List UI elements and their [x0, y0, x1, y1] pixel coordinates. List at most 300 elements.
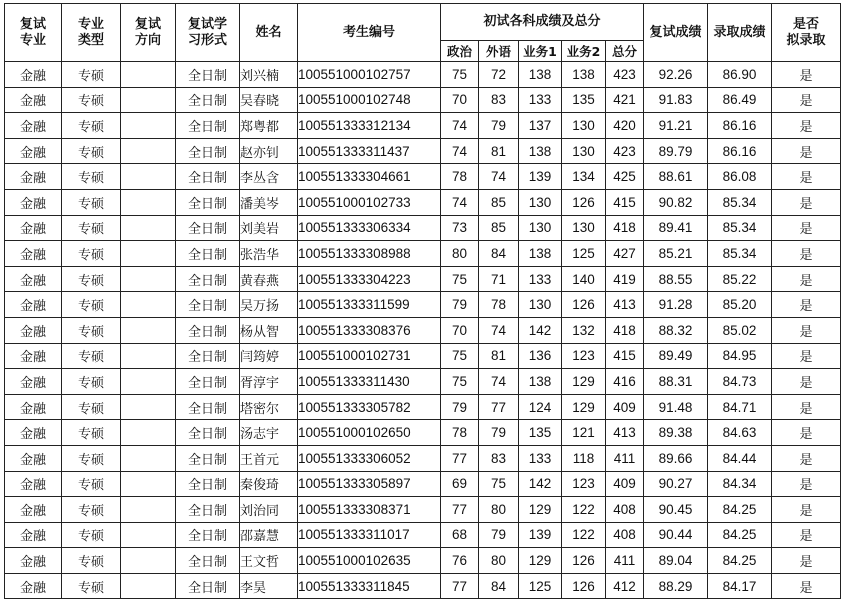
cell-major: 金融 [5, 369, 62, 395]
cell-direction [121, 241, 176, 267]
cell-language: 75 [479, 471, 519, 497]
cell-type: 专硕 [62, 522, 121, 548]
cell-politics: 73 [441, 215, 479, 241]
subheader-language: 外语 [479, 41, 519, 62]
cell-total: 409 [606, 471, 644, 497]
header-admit-flag-text: 是否 拟录取 [786, 16, 826, 48]
header-type-text: 专业 类型 [77, 16, 104, 48]
cell-subject1: 133 [519, 266, 562, 292]
cell-politics: 77 [441, 573, 479, 599]
cell-subject1: 139 [519, 164, 562, 190]
cell-type: 专硕 [62, 573, 121, 599]
cell-exam-id: 100551333304661 [298, 164, 441, 190]
cell-major: 金融 [5, 113, 62, 139]
cell-total: 408 [606, 522, 644, 548]
header-exam-id [298, 4, 441, 62]
header-exam-id-text: 考生编号 [342, 24, 395, 40]
cell-name: 黄春燕 [240, 266, 298, 292]
table-row [5, 62, 841, 88]
header-admit-score [708, 4, 772, 62]
cell-retest-score: 90.45 [644, 497, 708, 523]
cell-politics: 74 [441, 138, 479, 164]
cell-language: 80 [479, 497, 519, 523]
cell-admit-score: 86.90 [708, 62, 772, 88]
cell-language: 83 [479, 87, 519, 113]
header-admit-score-text: 录取成绩 [713, 24, 766, 40]
cell-study-form: 全日制 [176, 189, 240, 215]
header-direction [121, 4, 176, 62]
cell-direction [121, 420, 176, 446]
cell-direction [121, 573, 176, 599]
cell-admit-flag: 是 [772, 292, 841, 318]
header-name-text: 姓名 [255, 24, 282, 40]
cell-name: 杨从智 [240, 317, 298, 343]
cell-name: 邵嘉慧 [240, 522, 298, 548]
cell-exam-id: 100551333305897 [298, 471, 441, 497]
cell-retest-score: 88.61 [644, 164, 708, 190]
cell-politics: 74 [441, 189, 479, 215]
cell-politics: 75 [441, 369, 479, 395]
cell-subject2: 126 [562, 189, 606, 215]
header-retest-score [644, 4, 708, 62]
cell-subject1: 130 [519, 215, 562, 241]
cell-total: 415 [606, 343, 644, 369]
cell-type: 专硕 [62, 394, 121, 420]
cell-subject1: 138 [519, 241, 562, 267]
cell-retest-score: 89.49 [644, 343, 708, 369]
cell-admit-score: 85.34 [708, 189, 772, 215]
cell-study-form: 全日制 [176, 241, 240, 267]
cell-admit-score: 85.22 [708, 266, 772, 292]
cell-direction [121, 471, 176, 497]
cell-exam-id: 100551000102748 [298, 87, 441, 113]
cell-direction [121, 215, 176, 241]
cell-admit-score: 86.49 [708, 87, 772, 113]
cell-study-form: 全日制 [176, 522, 240, 548]
cell-subject2: 140 [562, 266, 606, 292]
cell-admit-flag: 是 [772, 573, 841, 599]
cell-study-form: 全日制 [176, 164, 240, 190]
table-row [5, 241, 841, 267]
cell-subject2: 129 [562, 394, 606, 420]
cell-exam-id: 100551333308371 [298, 497, 441, 523]
cell-total: 413 [606, 420, 644, 446]
cell-subject1: 142 [519, 471, 562, 497]
cell-name: 李昊 [240, 573, 298, 599]
cell-name: 闫筠婷 [240, 343, 298, 369]
cell-study-form: 全日制 [176, 573, 240, 599]
cell-retest-score: 89.04 [644, 548, 708, 574]
cell-total: 413 [606, 292, 644, 318]
table-row [5, 87, 841, 113]
cell-direction [121, 369, 176, 395]
cell-admit-score: 84.44 [708, 445, 772, 471]
cell-exam-id: 100551333311845 [298, 573, 441, 599]
cell-name: 吴春晓 [240, 87, 298, 113]
cell-admit-score: 84.63 [708, 420, 772, 446]
cell-subject2: 125 [562, 241, 606, 267]
cell-politics: 76 [441, 548, 479, 574]
cell-admit-flag: 是 [772, 394, 841, 420]
subheader-politics: 政治 [441, 41, 479, 62]
cell-language: 85 [479, 215, 519, 241]
cell-type: 专硕 [62, 164, 121, 190]
cell-study-form: 全日制 [176, 343, 240, 369]
cell-total: 421 [606, 87, 644, 113]
cell-politics: 69 [441, 471, 479, 497]
table-row [5, 138, 841, 164]
cell-exam-id: 100551333308988 [298, 241, 441, 267]
cell-admit-score: 85.20 [708, 292, 772, 318]
header-type [62, 4, 121, 62]
cell-name: 王首元 [240, 445, 298, 471]
cell-type: 专硕 [62, 215, 121, 241]
cell-total: 418 [606, 215, 644, 241]
cell-politics: 68 [441, 522, 479, 548]
cell-exam-id: 100551000102733 [298, 189, 441, 215]
cell-major: 金融 [5, 215, 62, 241]
cell-total: 415 [606, 189, 644, 215]
cell-name: 塔密尔 [240, 394, 298, 420]
cell-language: 78 [479, 292, 519, 318]
cell-major: 金融 [5, 522, 62, 548]
cell-subject2: 123 [562, 343, 606, 369]
cell-politics: 75 [441, 343, 479, 369]
cell-admit-flag: 是 [772, 471, 841, 497]
cell-major: 金融 [5, 497, 62, 523]
cell-language: 84 [479, 573, 519, 599]
cell-admit-score: 84.73 [708, 369, 772, 395]
table-row [5, 420, 841, 446]
cell-study-form: 全日制 [176, 317, 240, 343]
cell-subject2: 132 [562, 317, 606, 343]
cell-retest-score: 89.66 [644, 445, 708, 471]
cell-subject2: 129 [562, 369, 606, 395]
cell-name: 张浩华 [240, 241, 298, 267]
cell-admit-score: 84.95 [708, 343, 772, 369]
header-direction-text: 复试 方向 [134, 16, 161, 48]
cell-type: 专硕 [62, 317, 121, 343]
cell-exam-id: 100551333306334 [298, 215, 441, 241]
cell-admit-flag: 是 [772, 369, 841, 395]
cell-total: 423 [606, 138, 644, 164]
table-row [5, 573, 841, 599]
cell-name: 汤志宇 [240, 420, 298, 446]
cell-admit-score: 84.25 [708, 497, 772, 523]
cell-admit-score: 84.17 [708, 573, 772, 599]
cell-subject1: 124 [519, 394, 562, 420]
cell-direction [121, 445, 176, 471]
cell-subject2: 130 [562, 113, 606, 139]
cell-politics: 77 [441, 497, 479, 523]
cell-subject2: 122 [562, 522, 606, 548]
cell-politics: 70 [441, 87, 479, 113]
cell-retest-score: 91.83 [644, 87, 708, 113]
cell-type: 专硕 [62, 445, 121, 471]
cell-exam-id: 100551333304223 [298, 266, 441, 292]
cell-total: 411 [606, 548, 644, 574]
cell-name: 王文哲 [240, 548, 298, 574]
cell-admit-score: 86.16 [708, 138, 772, 164]
table-header [5, 4, 841, 62]
cell-study-form: 全日制 [176, 420, 240, 446]
cell-major: 金融 [5, 138, 62, 164]
cell-direction [121, 522, 176, 548]
table-body [5, 62, 841, 599]
cell-major: 金融 [5, 445, 62, 471]
cell-language: 71 [479, 266, 519, 292]
table-row [5, 266, 841, 292]
table-row [5, 164, 841, 190]
cell-subject1: 129 [519, 497, 562, 523]
subheader-subject2: 业务2 [562, 41, 606, 62]
cell-name: 刘兴楠 [240, 62, 298, 88]
cell-direction [121, 317, 176, 343]
cell-admit-score: 84.34 [708, 471, 772, 497]
cell-total: 420 [606, 113, 644, 139]
cell-direction [121, 292, 176, 318]
cell-admit-flag: 是 [772, 522, 841, 548]
cell-study-form: 全日制 [176, 369, 240, 395]
cell-direction [121, 113, 176, 139]
cell-language: 85 [479, 189, 519, 215]
table-row [5, 317, 841, 343]
cell-name: 胥淳宇 [240, 369, 298, 395]
cell-language: 79 [479, 420, 519, 446]
cell-subject2: 121 [562, 420, 606, 446]
admission-table [4, 3, 841, 599]
table-row [5, 292, 841, 318]
cell-subject1: 136 [519, 343, 562, 369]
table-row [5, 113, 841, 139]
cell-subject2: 134 [562, 164, 606, 190]
cell-type: 专硕 [62, 369, 121, 395]
cell-retest-score: 88.29 [644, 573, 708, 599]
table-row [5, 497, 841, 523]
cell-admit-flag: 是 [772, 215, 841, 241]
cell-retest-score: 88.55 [644, 266, 708, 292]
table-row [5, 215, 841, 241]
cell-language: 74 [479, 369, 519, 395]
cell-admit-flag: 是 [772, 164, 841, 190]
cell-retest-score: 91.28 [644, 292, 708, 318]
cell-admit-flag: 是 [772, 189, 841, 215]
cell-major: 金融 [5, 87, 62, 113]
cell-major: 金融 [5, 266, 62, 292]
cell-direction [121, 87, 176, 113]
cell-total: 408 [606, 497, 644, 523]
cell-type: 专硕 [62, 189, 121, 215]
cell-name: 吴万扬 [240, 292, 298, 318]
cell-language: 74 [479, 317, 519, 343]
cell-politics: 77 [441, 445, 479, 471]
cell-admit-score: 86.08 [708, 164, 772, 190]
cell-total: 418 [606, 317, 644, 343]
cell-study-form: 全日制 [176, 138, 240, 164]
cell-language: 81 [479, 343, 519, 369]
cell-retest-score: 85.21 [644, 241, 708, 267]
cell-admit-flag: 是 [772, 266, 841, 292]
cell-retest-score: 89.79 [644, 138, 708, 164]
cell-subject2: 123 [562, 471, 606, 497]
cell-retest-score: 88.31 [644, 369, 708, 395]
cell-subject2: 135 [562, 87, 606, 113]
cell-subject2: 138 [562, 62, 606, 88]
cell-major: 金融 [5, 292, 62, 318]
cell-exam-id: 100551333306052 [298, 445, 441, 471]
header-retest-score-text: 复试成绩 [649, 24, 702, 40]
cell-direction [121, 266, 176, 292]
cell-exam-id: 100551333312134 [298, 113, 441, 139]
cell-admit-score: 84.25 [708, 522, 772, 548]
cell-admit-score: 85.02 [708, 317, 772, 343]
cell-subject1: 133 [519, 445, 562, 471]
table-row [5, 189, 841, 215]
cell-admit-score: 86.16 [708, 113, 772, 139]
cell-type: 专硕 [62, 62, 121, 88]
cell-type: 专硕 [62, 548, 121, 574]
cell-subject1: 138 [519, 138, 562, 164]
cell-subject1: 138 [519, 369, 562, 395]
cell-admit-flag: 是 [772, 317, 841, 343]
cell-retest-score: 88.32 [644, 317, 708, 343]
cell-politics: 75 [441, 62, 479, 88]
cell-subject1: 129 [519, 548, 562, 574]
cell-admit-flag: 是 [772, 420, 841, 446]
cell-study-form: 全日制 [176, 548, 240, 574]
cell-retest-score: 89.38 [644, 420, 708, 446]
header-admit-flag [772, 4, 841, 62]
cell-subject2: 126 [562, 573, 606, 599]
cell-retest-score: 92.26 [644, 62, 708, 88]
cell-subject2: 130 [562, 215, 606, 241]
cell-exam-id: 100551333311430 [298, 369, 441, 395]
cell-type: 专硕 [62, 420, 121, 446]
cell-study-form: 全日制 [176, 266, 240, 292]
cell-language: 77 [479, 394, 519, 420]
cell-language: 79 [479, 113, 519, 139]
cell-language: 84 [479, 241, 519, 267]
cell-exam-id: 100551333305782 [298, 394, 441, 420]
header-study-form-text: 复试学 习形式 [187, 16, 227, 48]
table-row [5, 369, 841, 395]
cell-type: 专硕 [62, 471, 121, 497]
cell-subject1: 142 [519, 317, 562, 343]
cell-admit-score: 84.25 [708, 548, 772, 574]
cell-study-form: 全日制 [176, 497, 240, 523]
cell-direction [121, 62, 176, 88]
cell-subject1: 138 [519, 62, 562, 88]
cell-direction [121, 164, 176, 190]
cell-study-form: 全日制 [176, 87, 240, 113]
cell-retest-score: 90.27 [644, 471, 708, 497]
cell-major: 金融 [5, 471, 62, 497]
cell-study-form: 全日制 [176, 471, 240, 497]
cell-major: 金融 [5, 548, 62, 574]
cell-subject1: 125 [519, 573, 562, 599]
table-row [5, 471, 841, 497]
cell-type: 专硕 [62, 113, 121, 139]
cell-total: 423 [606, 62, 644, 88]
cell-major: 金融 [5, 241, 62, 267]
header-study-form [176, 4, 240, 62]
cell-admit-score: 85.34 [708, 215, 772, 241]
cell-direction [121, 138, 176, 164]
cell-politics: 79 [441, 292, 479, 318]
table-row [5, 343, 841, 369]
cell-admit-flag: 是 [772, 113, 841, 139]
cell-language: 81 [479, 138, 519, 164]
cell-retest-score: 90.82 [644, 189, 708, 215]
cell-name: 赵亦钊 [240, 138, 298, 164]
cell-name: 秦俊琦 [240, 471, 298, 497]
cell-direction [121, 343, 176, 369]
cell-language: 83 [479, 445, 519, 471]
cell-admit-flag: 是 [772, 62, 841, 88]
header-major [5, 4, 62, 62]
cell-admit-flag: 是 [772, 241, 841, 267]
cell-subject1: 133 [519, 87, 562, 113]
cell-politics: 74 [441, 113, 479, 139]
cell-admit-flag: 是 [772, 138, 841, 164]
cell-politics: 78 [441, 164, 479, 190]
cell-total: 412 [606, 573, 644, 599]
cell-type: 专硕 [62, 138, 121, 164]
cell-politics: 75 [441, 266, 479, 292]
cell-retest-score: 90.44 [644, 522, 708, 548]
cell-major: 金融 [5, 62, 62, 88]
cell-name: 刘治同 [240, 497, 298, 523]
cell-politics: 80 [441, 241, 479, 267]
cell-language: 72 [479, 62, 519, 88]
cell-retest-score: 91.21 [644, 113, 708, 139]
cell-subject2: 122 [562, 497, 606, 523]
cell-subject2: 126 [562, 548, 606, 574]
cell-politics: 79 [441, 394, 479, 420]
cell-type: 专硕 [62, 241, 121, 267]
cell-language: 74 [479, 164, 519, 190]
cell-politics: 70 [441, 317, 479, 343]
cell-retest-score: 91.48 [644, 394, 708, 420]
cell-language: 80 [479, 548, 519, 574]
header-name [240, 4, 298, 62]
table-row [5, 445, 841, 471]
cell-total: 425 [606, 164, 644, 190]
cell-name: 郑粤都 [240, 113, 298, 139]
cell-total: 427 [606, 241, 644, 267]
cell-politics: 78 [441, 420, 479, 446]
cell-exam-id: 100551000102650 [298, 420, 441, 446]
cell-major: 金融 [5, 164, 62, 190]
cell-study-form: 全日制 [176, 62, 240, 88]
cell-admit-score: 84.71 [708, 394, 772, 420]
cell-admit-flag: 是 [772, 445, 841, 471]
cell-subject1: 130 [519, 189, 562, 215]
cell-admit-flag: 是 [772, 497, 841, 523]
cell-subject2: 130 [562, 138, 606, 164]
cell-study-form: 全日制 [176, 292, 240, 318]
cell-subject2: 118 [562, 445, 606, 471]
cell-name: 刘美岩 [240, 215, 298, 241]
cell-name: 潘美岑 [240, 189, 298, 215]
cell-subject1: 137 [519, 113, 562, 139]
cell-subject1: 130 [519, 292, 562, 318]
cell-retest-score: 89.41 [644, 215, 708, 241]
cell-admit-flag: 是 [772, 548, 841, 574]
cell-name: 李丛含 [240, 164, 298, 190]
cell-type: 专硕 [62, 266, 121, 292]
table-row [5, 522, 841, 548]
